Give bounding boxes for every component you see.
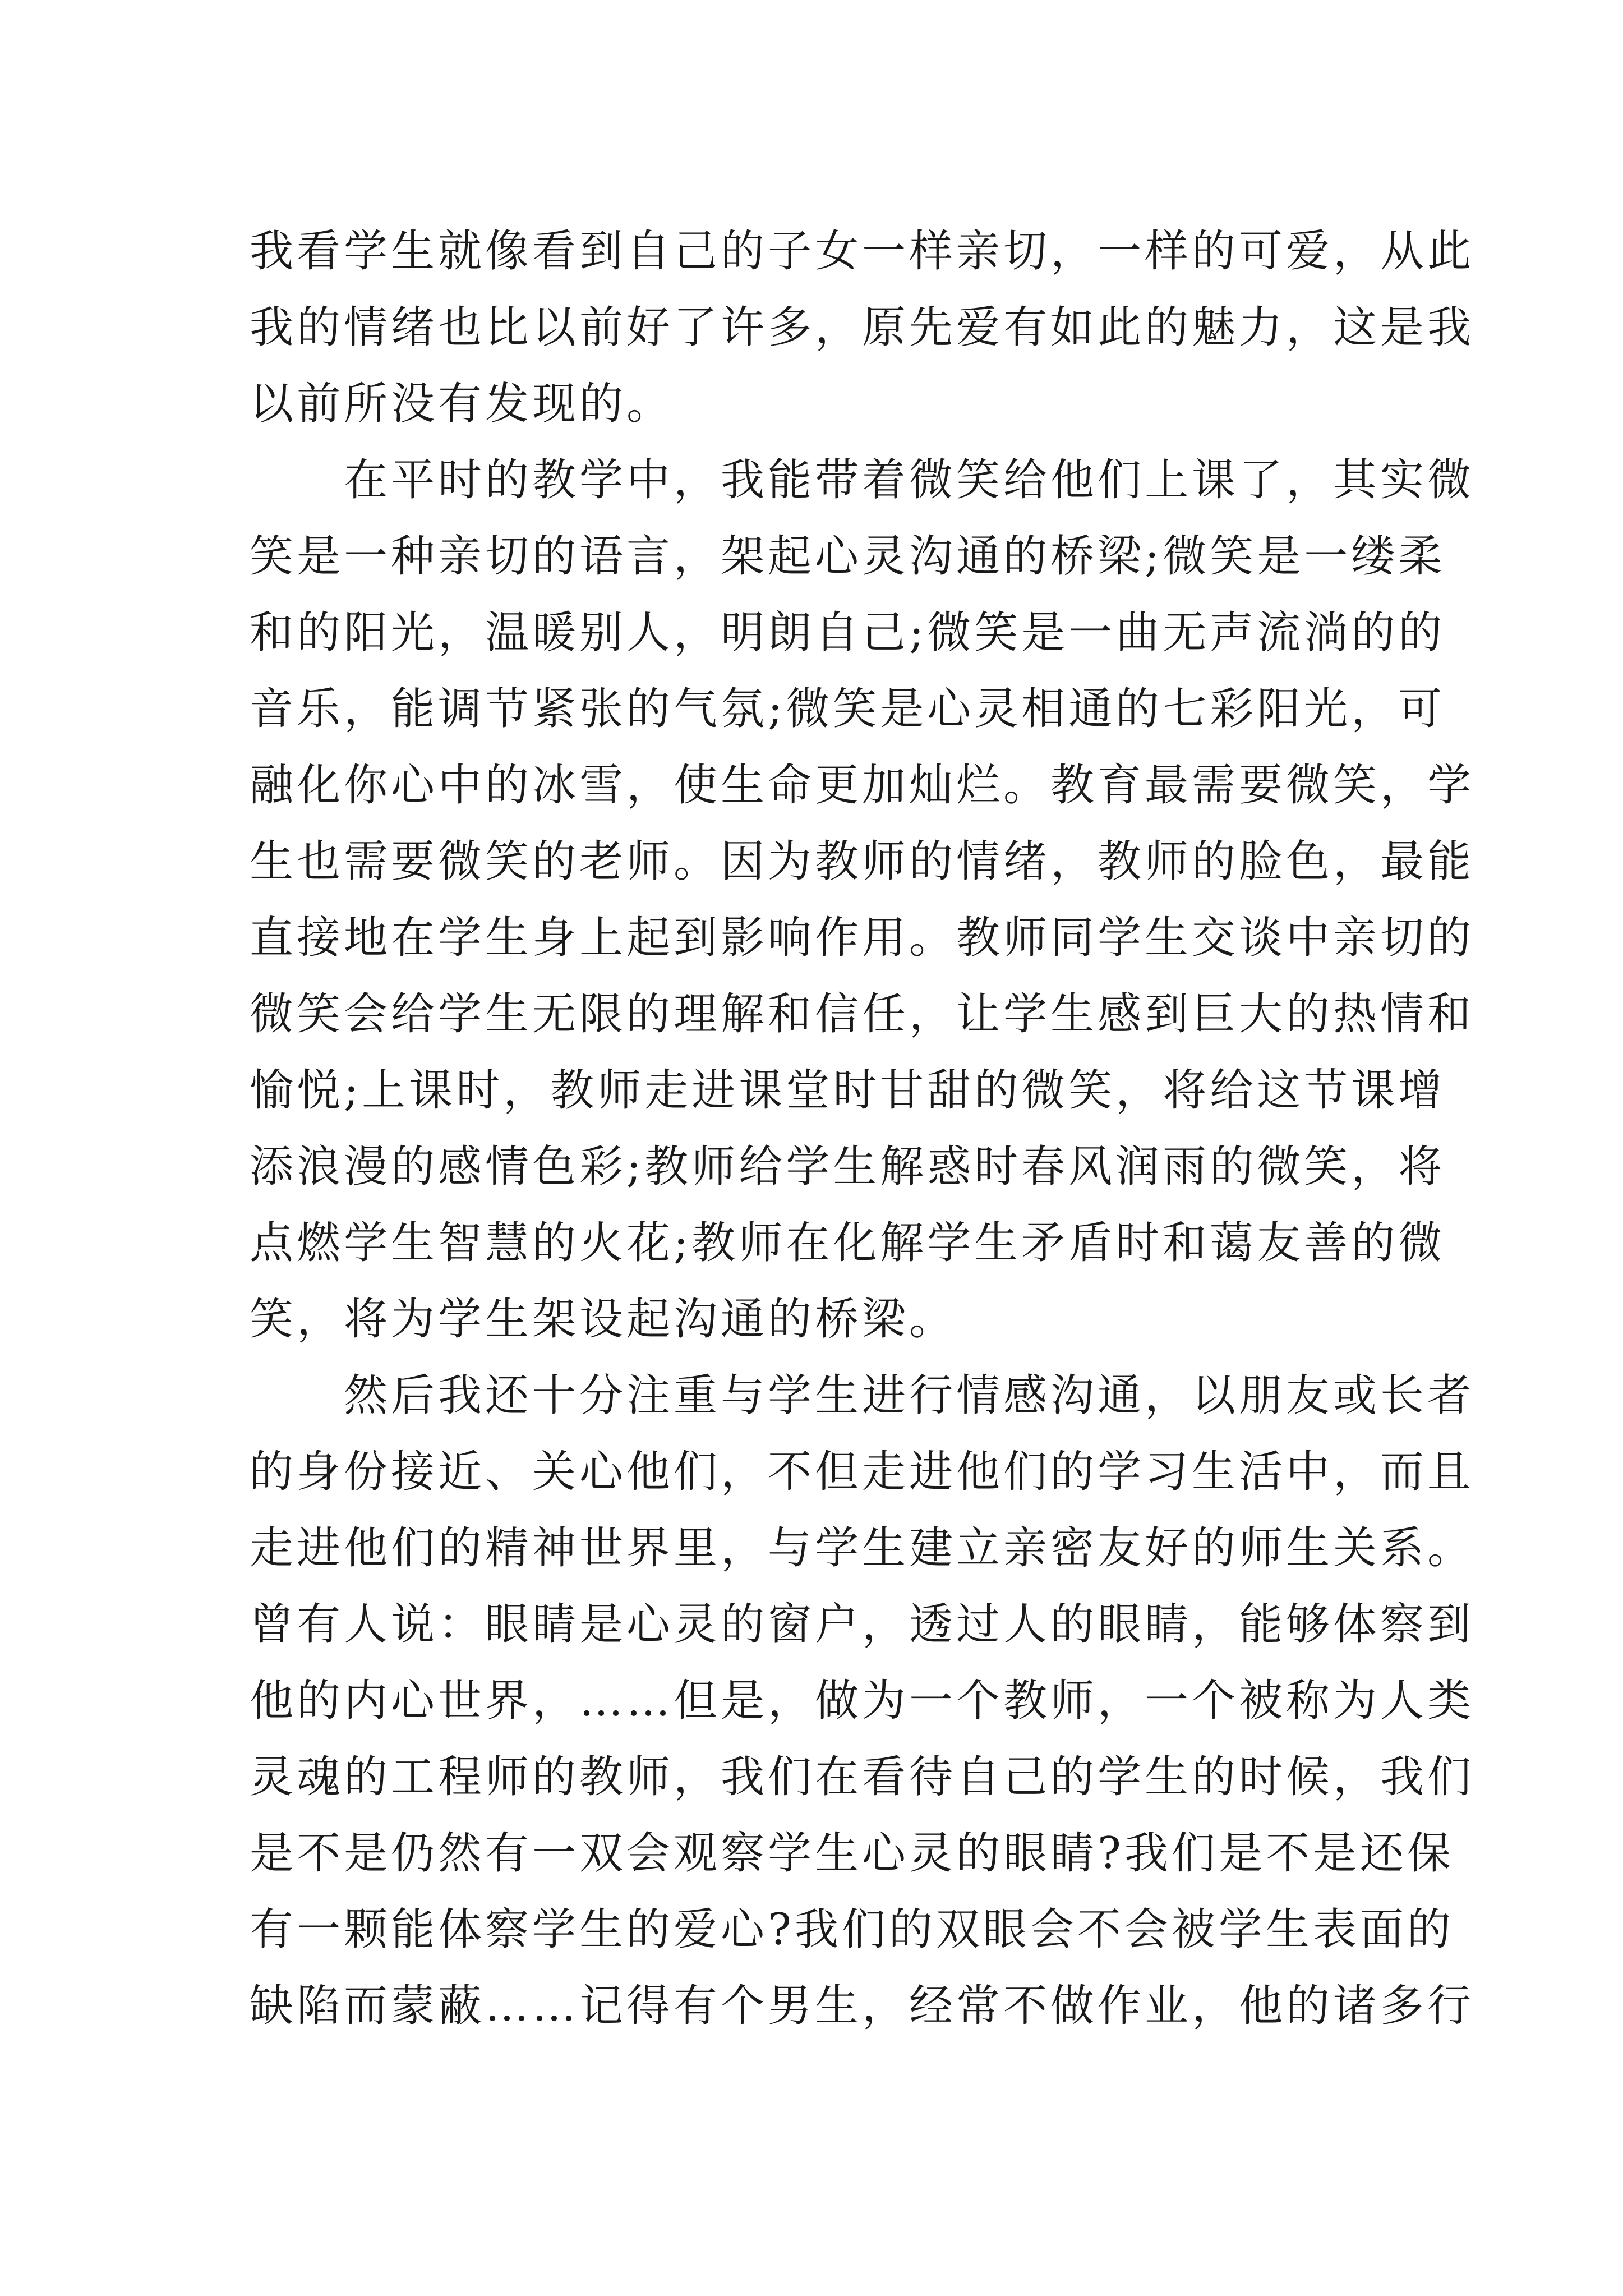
text-line: 音乐，能调节紧张的气氛;微笑是心灵相通的七彩阳光，可 [250,684,1446,734]
paragraph-2 [250,442,1475,1358]
text-line: 添浪漫的感情色彩;教师给学生解惑时春风润雨的微笑，将 [250,1142,1446,1192]
text-line: 他的内心世界，……但是，做为一个教师，一个被称为人类 [250,1676,1475,1726]
text-line: 融化你心中的冰雪，使生命更加灿烂。教育最需要微笑，学 [250,760,1475,811]
text-line: 在平时的教学中，我能带着微笑给他们上课了，其实微 [344,455,1475,505]
text-line: 生也需要微笑的老师。因为教师的情绪，教师的脸色，最能 [250,836,1475,887]
text-line: 以前所没有发现的。 [250,379,674,429]
text-line: 和的阳光，温暖别人，明朗自己;微笑是一曲无声流淌的的 [250,608,1446,658]
text-line: 是不是仍然有一双会观察学生心灵的眼睛?我们是不是还保 [250,1828,1454,1879]
text-line: 有一颗能体察学生的爱心?我们的双眼会不会被学生表面的 [250,1904,1454,1955]
paragraph-1 [250,213,1475,442]
text-line: 微笑会给学生无限的理解和信任，让学生感到巨大的热情和 [250,989,1475,1039]
paragraph-3 [250,1358,1475,2044]
text-line: 我的情绪也比以前好了许多，原先爱有如此的魅力，这是我 [250,302,1475,353]
text-line: 然后我还十分注重与学生进行情感沟通，以朋友或长者 [344,1370,1475,1421]
text-line: 笑是一种亲切的语言，架起心灵沟通的桥梁;微笑是一缕柔 [250,531,1446,582]
text-line: 走进他们的精神世界里，与学生建立亲密友好的师生关系。 [250,1523,1475,1573]
text-line: 愉悦;上课时，教师走进课堂时甘甜的微笑，将给这节课增 [250,1065,1446,1116]
text-line: 直接地在学生身上起到影响作用。教师同学生交谈中亲切的 [250,913,1475,963]
body-text [250,213,1475,2044]
text-line: 笑，将为学生架设起沟通的桥梁。 [250,1294,957,1345]
text-line: 缺陷而蒙蔽……记得有个男生，经常不做作业，他的诸多行 [250,1981,1475,2031]
text-line: 的身份接近、关心他们，不但走进他们的学习生活中，而且 [250,1447,1475,1497]
text-line: 我看学生就像看到自己的子女一样亲切，一样的可爱，从此 [250,226,1475,277]
text-line: 曾有人说：眼睛是心灵的窗户，透过人的眼睛，能够体察到 [250,1599,1475,1650]
text-line: 灵魂的工程师的教师，我们在看待自己的学生的时候，我们 [250,1752,1475,1802]
text-line: 点燃学生智慧的火花;教师在化解学生矛盾时和蔼友善的微 [250,1218,1446,1268]
